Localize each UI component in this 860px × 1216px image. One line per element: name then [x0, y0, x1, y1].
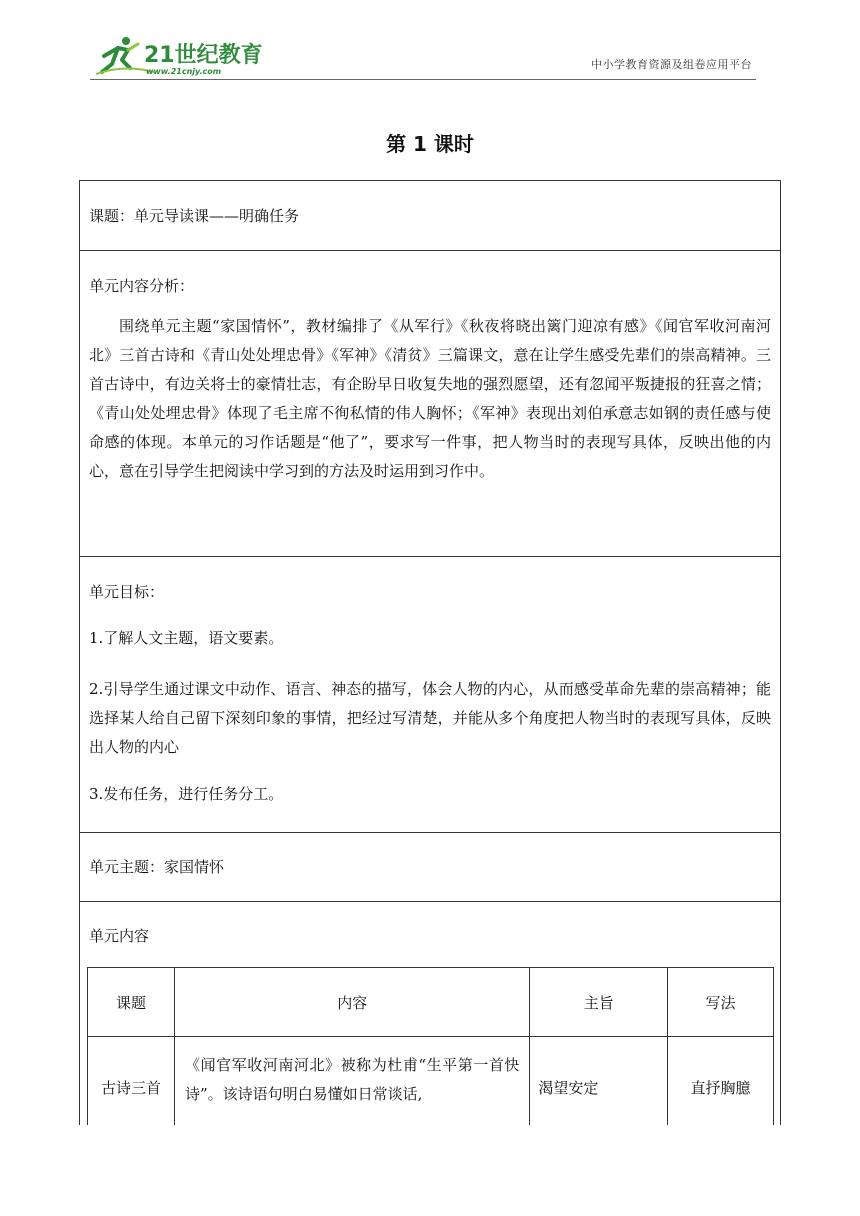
analysis-text: 围绕单元主题“家国情怀”，教材编排了《从军行》《秋夜将晓出篱门迎凉有感》《闻官军收河南河北》三首古诗和《青山处处埋忠骨》《军神》《清贫》三篇课文，意在让学生感受先辈们的崇高精神。三首古诗中，有边关将士的豪情壮志，有企盼早日收复失地的强烈愿望，还有忽闻平叛捷报的狂喜之情；《青山处处埋忠骨》体现了毛主席不徇私情的伟人胸怀；《军神》表现出刘伯承意志如钢的责任感与使命感的体现。本单元的习作话题是“他了”，要求写一件事，把人物当时的表现写具体，反映出他的内心，意在引导学生把阅读中学习到的方法及时运用到习作中。 — [89, 317, 771, 480]
cell-theme: 渴望安定 — [530, 1037, 668, 1126]
analysis-label: 单元内容分析： — [89, 277, 195, 295]
page-title: 第 1 课时 — [386, 132, 474, 156]
cell-topic: 古诗三首 — [88, 1037, 175, 1126]
column-header: 课题 — [88, 968, 175, 1037]
column-header: 内容 — [175, 968, 530, 1037]
cell-method: 直抒胸臆 — [668, 1037, 774, 1126]
table-header-row — [88, 968, 774, 1037]
theme-section — [80, 833, 780, 902]
logo — [94, 34, 264, 78]
column-header: 主旨 — [530, 968, 668, 1037]
platform-name: 中小学教育资源及组卷应用平台 — [591, 58, 752, 71]
lesson-topic: 课题：单元导读课——明确任务 — [89, 207, 300, 225]
content-table — [87, 967, 774, 1125]
svg-text:21世纪教育: 21世纪教育 — [144, 43, 263, 68]
goals-label: 单元目标： — [89, 583, 165, 601]
content-label: 单元内容 — [89, 927, 150, 945]
page-header — [90, 34, 756, 82]
goal-item: 3.发布任务，进行任务分工。 — [89, 785, 284, 803]
analysis-section — [80, 251, 780, 557]
goal-item: 1.了解人文主题，语文要素。 — [89, 629, 284, 647]
lesson-table — [79, 180, 781, 1125]
goals-section — [80, 557, 780, 833]
unit-theme: 单元主题：家国情怀 — [89, 858, 225, 876]
lesson-topic-section — [80, 181, 780, 251]
column-header: 写法 — [668, 968, 774, 1037]
svg-text:www.21cnjy.com: www.21cnjy.com — [146, 67, 222, 76]
content-section — [80, 902, 780, 1125]
table-row — [88, 1037, 774, 1126]
cell-content: 《闻官军收河南河北》被称为杜甫“生平第一首快诗”。该诗语句明白易懂如日常谈话, — [175, 1037, 530, 1126]
goal-item: 2.引导学生通过课文中动作、语言、神态的描写，体会人物的内心，从而感受革命先辈的崇高精神；能选择某人给自己留下深刻印象的事情，把经过写清楚，并能从多个角度把人物当时的表现写具体，反映出人物的内心 — [89, 680, 771, 756]
header-divider — [90, 79, 756, 80]
